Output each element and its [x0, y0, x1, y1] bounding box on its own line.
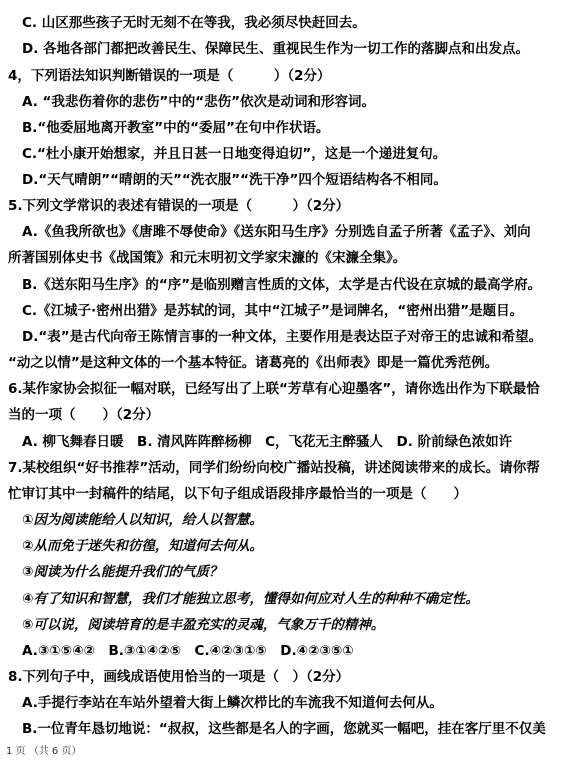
sentence-5: ⑤可以说，阅读培育的是丰盈充实的灵魂，气象万千的精神。 [22, 617, 385, 633]
sentence-3: ③阅读为什么能提升我们的气质？ [22, 564, 223, 580]
option-4c: C.“杜小康开始想家，并且日甚一日地变得迫切”，这是一个递进复句。 [22, 146, 447, 162]
question-7: 7.某校组织“好书推荐”活动，同学们纷纷向校广播站投稿，讲述阅读带来的成长。请你帮 [8, 460, 540, 476]
option-8b: B.一位青年恳切地说：“叔叔，这些都是名人的字画，您就买一幅吧，挂在客厅里不仅美 [22, 721, 546, 737]
question-5: 5.下列文学常识的表述有错误的一项是（ ）（2分） [8, 198, 350, 214]
sentence-2: ②从而免于迷失和彷徨，知道何去何从。 [22, 538, 263, 554]
question-7-continued: 忙审订其中一封稿件的结尾，以下句子组成语段排序最恰当的一项是（ ） [8, 486, 467, 502]
question-6: 6.某作家协会拟征一幅对联，已经写出了上联“芳草有心迎墨客”，请你选出作为下联最恰 [8, 381, 540, 397]
option-5c: C.《江城子·密州出猎》是苏轼的词，其中“江城子”是词牌名，“密州出猎”是题目。 [22, 303, 524, 319]
option-3c: C. 山区那些孩子无时无刻不在等我，我必须尽快赶回去。 [22, 15, 366, 31]
options-7: A.③①⑤④② B.③①④②⑤ C.④②③①⑤ D.④②③⑤① [22, 643, 354, 659]
option-5a: A.《鱼我所欲也》《唐雎不辱使命》《送东阳马生序》分别选自孟子所著《孟子》、刘向 [22, 224, 531, 240]
options-6: A. 柳飞舞春日暖 B. 清风阵阵醉杨柳 C，飞花无主醉骚人 D. 阶前绿色浓如许 [22, 434, 513, 450]
option-5d-continued: “动之以情”是这种文体的一个基本特征。诸葛亮的《出师表》即是一篇优秀范例。 [8, 355, 499, 371]
option-5b: B.《送东阳马生序》的“序”是临别赠言性质的文体，太学是古代设在京城的最高学府。 [22, 277, 542, 293]
option-8a: A.手提行李站在车站外望着大街上鳞次栉比的车流我不知道何去何从。 [22, 695, 443, 711]
sentence-1: ①因为阅读能给人以知识，给人以智慧。 [22, 512, 263, 528]
question-4: 4，下列语法知识判断错误的一项是（ ）（2分） [8, 68, 331, 84]
question-8: 8.下列句子中，画线成语使用恰当的一项是（ ）（2分） [8, 669, 350, 685]
option-4d: D.“天气晴朗”“晴朗的天”“洗衣服”“洗干净”四个短语结构各不相同。 [22, 172, 447, 188]
option-5d: D.“表”是古代向帝王陈情言事的一种文体，主要作用是表达臣子对帝王的忠诚和希望。 [22, 329, 543, 345]
option-4a: A. “我悲伤着你的悲伤”中的“悲伤”依次是动词和形容词。 [22, 94, 376, 110]
question-6-continued: 当的一项（ ）（2分） [8, 407, 160, 423]
option-4b: B.“他委屈地离开教室”中的“委屈”在句中作状语。 [22, 120, 330, 136]
sentence-4: ④有了知识和智慧，我们才能独立思考，懂得如何应对人生的种种不确定性。 [22, 591, 479, 607]
option-3d: D. 各地各部门都把改善民生、保障民生、重视民生作为一切工作的落脚点和出发点。 [22, 41, 530, 57]
option-5a-continued: 所著国别体史书《战国策》和元末明初文学家宋濂的《宋濂全集》。 [8, 250, 407, 266]
page-footer: 1 页 （共 6 页） [6, 746, 82, 757]
